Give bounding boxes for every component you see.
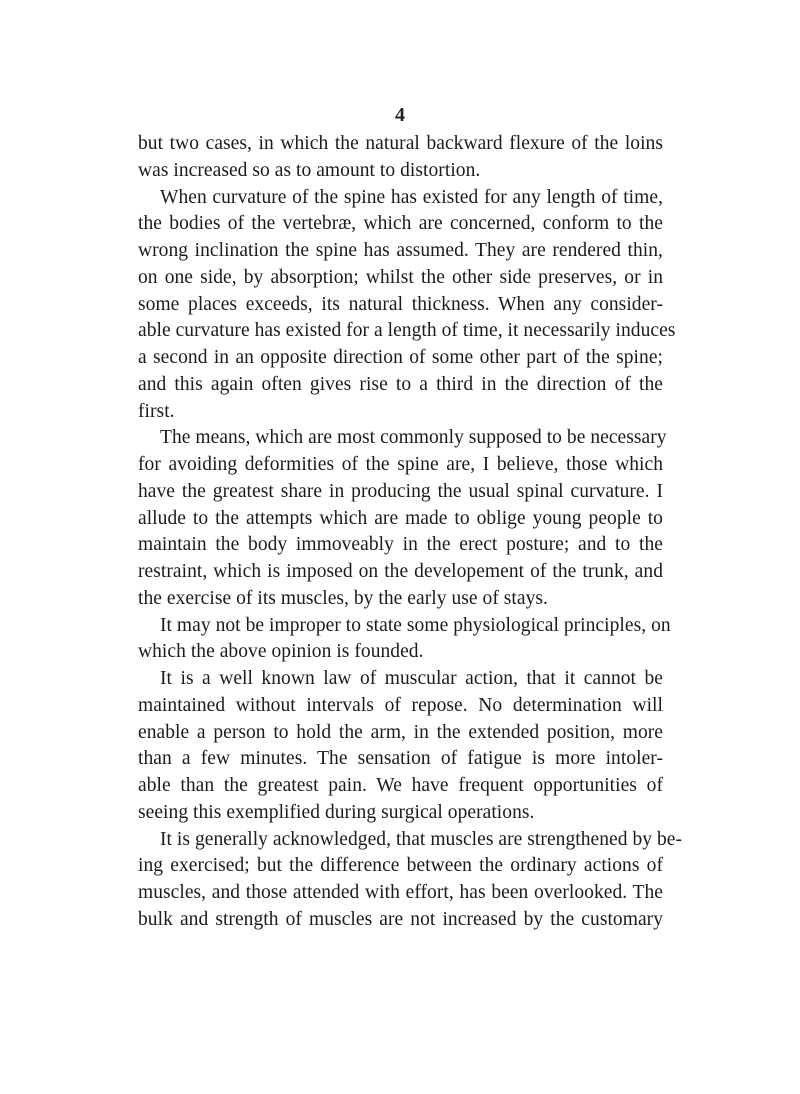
text-line: maintained without intervals of repose. No determination will: [138, 694, 663, 716]
text-line: bulk and strength of muscles are not increased by the customary: [138, 908, 663, 930]
text-line: maintain the body immoveably in the erect posture; and to the: [138, 534, 663, 556]
text-line: the exercise of its muscles, by the early use of stays.: [138, 587, 548, 609]
text-line: ing exercised; but the difference between the ordinary actions of: [138, 855, 663, 877]
text-line: was increased so as to amount to distortion.: [138, 159, 481, 181]
text-line: able than the greatest pain. We have frequent opportunities of: [138, 775, 663, 796]
text-line: It may not be improper to state some physiological principles, on: [160, 614, 671, 636]
text-line: allude to the attempts which are made to oblige young people to: [138, 507, 663, 529]
text-line: the bodies of the vertebræ, which are concerned, conform to the: [138, 213, 663, 235]
text-line: on one side, by absorption; whilst the other side preserves, or in: [138, 266, 663, 288]
text-line: It is a well known law of muscular action, that it cannot be: [160, 668, 663, 689]
text-line: first.: [138, 400, 175, 422]
text-line: and this again often gives rise to a third in the direction of the: [138, 373, 663, 395]
text-line: It is generally acknowledged, that muscles are strengthened by be-: [160, 828, 683, 850]
text-line: than a few minutes. The sensation of fatigue is more intoler-: [138, 748, 663, 770]
text-line: muscles, and those attended with effort, has been overlooked. The: [138, 882, 663, 903]
text-line: but two cases, in which the natural backward flexure of the loins: [138, 133, 663, 154]
text-line: The means, which are most commonly supposed to be necessary: [160, 427, 667, 449]
text-line: for avoiding deformities of the spine are, I believe, those which: [138, 454, 663, 475]
text-line: restraint, which is imposed on the developement of the trunk, and: [138, 561, 663, 582]
text-line: enable a person to hold the arm, in the extended position, more: [138, 721, 663, 743]
body-text: [138, 131, 683, 934]
text-line: which the above opinion is founded.: [138, 641, 424, 663]
text-line: have the greatest share in producing the usual spinal curvature. I: [138, 480, 663, 502]
text-line: When curvature of the spine has existed for any length of time,: [160, 186, 663, 208]
page-number: 4: [395, 104, 405, 126]
text-line: a second in an opposite direction of some other part of the spine;: [138, 347, 663, 368]
text-line: some places exceeds, its natural thickness. When any consider-: [138, 293, 663, 315]
text-line: wrong inclination the spine has assumed. They are rendered thin,: [138, 240, 663, 261]
text-line: able curvature has existed for a length of time, it necessarily induces: [138, 320, 676, 342]
text-line: seeing this exemplified during surgical operations.: [138, 801, 535, 823]
